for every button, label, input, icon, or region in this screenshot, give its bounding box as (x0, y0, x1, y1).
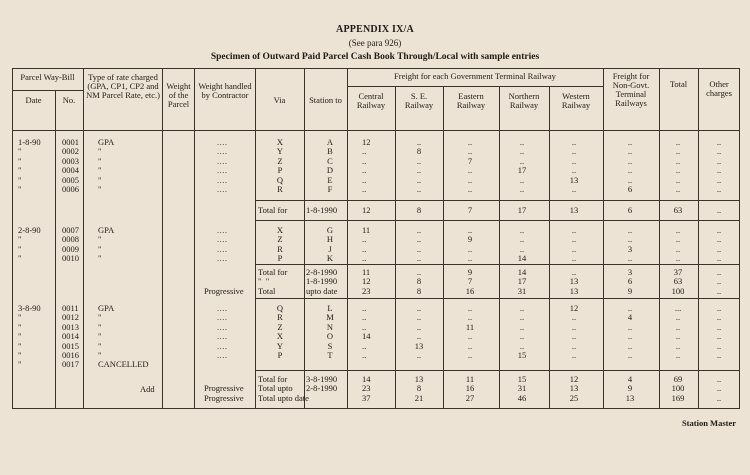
row-divider (347, 86, 603, 87)
g2-total-western: .. 13 13 (569, 267, 579, 296)
col-divider (698, 68, 699, 409)
g1-types: GPA " " " " " (98, 137, 115, 195)
g3-eastern: .. .. 11 .. .. .. (465, 303, 475, 361)
g1-contractor: .... .... .... .... .... .... (217, 137, 228, 195)
col-divider (603, 68, 604, 409)
header-eastern: Eastern Railway (456, 91, 486, 110)
g2-contractor: .... .... .... .... (217, 225, 228, 264)
col-divider (255, 68, 256, 409)
g3-dates: 3-8-90 " " " " " " (18, 303, 41, 370)
g1-nos: 0001 0002 0003 0004 0005 0006 (62, 137, 79, 195)
header-western: Western Railway (561, 91, 591, 110)
g1-total-date: 1-8-1990 (306, 205, 338, 215)
header-no: No. (62, 95, 76, 105)
appendix-subtitle: (See para 926) (348, 38, 402, 48)
g3-nos: 0011 0012 0013 0014 0015 0016 0017 (62, 303, 79, 370)
row-divider (255, 200, 740, 201)
g3-total: ... .. .. .. .. .. (674, 303, 682, 361)
row-divider (255, 298, 740, 299)
g2-total-northern: 14 17 31 (517, 267, 527, 296)
g3-total-se: 13 8 21 (414, 374, 424, 403)
header-type: Type of rate charged (GPA, CP1, CP2 and NM Parcel Rate, etc.) (86, 72, 160, 100)
g1-total-total: 63 (673, 205, 683, 215)
g3-stations: L M N O S T (326, 303, 334, 361)
g3-other: .. .. .. .. .. .. (716, 303, 722, 361)
col-divider (443, 86, 444, 409)
col-divider (659, 68, 660, 409)
g2-total-central: 11 12 23 (362, 267, 371, 296)
g1-total-western: 13 (569, 205, 579, 215)
appendix-heading: Specimen of Outward Paid Parcel Cash Book Through/Local with sample entries (210, 52, 540, 62)
g3-total-nongovt: 4 9 13 (625, 374, 635, 403)
header-date: Date (25, 95, 42, 105)
g3-total-northern: 15 31 46 (517, 374, 527, 403)
g3-central: .. .. .. 14 .. .. (362, 303, 371, 361)
header-se: S. E. Railway (404, 91, 434, 110)
header-via: Via (273, 95, 286, 105)
g2-types: GPA " " " (98, 225, 115, 264)
g3-total-total: 69 100 169 (671, 374, 685, 403)
row-divider (12, 90, 83, 91)
station-master-signature: Station Master (681, 418, 736, 428)
g3-total-dates: 3-8-1990 2-8-1990 (306, 374, 338, 394)
g2-total-labels: Total for " " Total (258, 267, 288, 296)
header-weight-contractor: Weight handled by Contractor (198, 81, 252, 100)
g2-total: .. .. .. .. (675, 225, 681, 264)
table-border-right (739, 68, 740, 409)
g1-total-northern: 17 (517, 205, 527, 215)
g1-other: .. .. .. .. .. .. (716, 137, 722, 195)
g3-total-eastern: 11 16 27 (465, 374, 475, 403)
g2-stations: G H J K (326, 225, 334, 264)
g1-total-nongovt: 6 (627, 205, 633, 215)
g3-se: .. .. .. .. 13 .. (414, 303, 424, 361)
g2-total-nongovt: 3 6 9 (627, 267, 633, 296)
header-bottom-line (12, 130, 740, 131)
appendix-title: APPENDIX IX/A (336, 24, 414, 35)
g1-total-label: Total for (258, 205, 288, 215)
g2-via: X Z R P (276, 225, 284, 264)
g1-nongovt: .. .. .. .. .. 6 (627, 137, 633, 195)
g3-northern: .. .. .. .. .. 15 (517, 303, 527, 361)
g1-total-other: .. (716, 205, 722, 215)
g2-total-dates: 2-8-1990 1-8-1990 upto date (306, 267, 338, 296)
table-border-left (12, 68, 13, 409)
g3-contractor: .... .... .... .... .... .... (217, 303, 228, 361)
header-northern: Northern Railway (508, 91, 540, 110)
add-label: Add (140, 384, 155, 394)
g3-western: 12 .. .. .. .. .. (569, 303, 579, 361)
g1-central: 12 .. .. .. .. .. (362, 137, 371, 195)
col-divider (395, 86, 396, 409)
g1-eastern: .. .. 7 .. .. .. (467, 137, 473, 195)
g1-western: .. .. .. .. 13 .. (569, 137, 579, 195)
g2-total-eastern: 9 7 16 (465, 267, 475, 296)
g1-total-central: 12 (362, 205, 371, 215)
g1-total-se: 8 (416, 205, 422, 215)
g1-total: .. .. .. .. .. .. (675, 137, 681, 195)
g2-northern: .. .. .. 14 (517, 225, 527, 264)
header-station: Station to (309, 95, 342, 105)
g3-progressive-labels: Progressive Progressive (204, 383, 244, 403)
row-divider (255, 220, 740, 221)
g2-dates: 2-8-90 " " " (18, 225, 41, 264)
g2-central: 11 .. .. .. (362, 225, 371, 264)
g1-dates: 1-8-90 " " " " " (18, 137, 41, 195)
g2-western: .. .. .. .. (571, 225, 577, 264)
g3-nongovt: .. 4 .. .. .. .. (627, 303, 633, 361)
g2-other: .. .. .. .. (716, 225, 722, 264)
table-border-bottom (12, 408, 740, 409)
col-divider (162, 68, 163, 409)
col-divider (499, 86, 500, 409)
header-freight-govt: Freight for each Government Terminal Railway (394, 71, 556, 81)
col-divider (83, 68, 84, 409)
header-other: Other charges (706, 79, 732, 98)
g3-types: GPA " " " " " CANCELLED (98, 303, 149, 370)
col-divider (549, 86, 550, 409)
g3-total-western: 12 13 25 (569, 374, 579, 403)
header-waybill: Parcel Way-Bill (20, 72, 75, 82)
g2-progressive-label: Progressive (204, 286, 244, 296)
g3-total-central: 14 23 37 (362, 374, 371, 403)
g2-eastern: .. 9 .. .. (467, 225, 473, 264)
row-divider (255, 370, 740, 371)
g1-se: .. 8 .. .. .. .. (416, 137, 422, 195)
g3-total-other: .. .. .. (716, 374, 722, 403)
g2-total-se: .. 8 8 (416, 267, 422, 296)
col-divider (194, 68, 195, 409)
header-total: Total (669, 79, 688, 89)
g2-nongovt: .. .. 3 .. (627, 225, 633, 264)
col-divider (347, 68, 348, 409)
cash-book-table (12, 68, 740, 409)
g3-total-labels: Total for Total upto Total upto date (258, 374, 309, 403)
g2-se: .. .. .. .. (416, 225, 422, 264)
g2-total-other: .. .. .. (716, 267, 722, 296)
header-freight-non-govt: Freight for Non-Govt. Terminal Railways (612, 71, 650, 108)
col-divider (55, 90, 56, 409)
table-border-top (12, 68, 740, 69)
g2-nos: 0007 0008 0009 0010 (62, 225, 79, 264)
g3-via: Q R Z X Y P (276, 303, 284, 361)
header-weight-parcel: Weight of the Parcel (166, 81, 191, 109)
col-divider (304, 68, 305, 409)
g2-total-total: 37 63 100 (671, 267, 685, 296)
header-central: Central Railway (356, 91, 386, 110)
row-divider (255, 264, 740, 265)
g1-via: X Y Z P Q R (276, 137, 284, 195)
g1-northern: .. .. .. 17 .. .. (517, 137, 527, 195)
g1-stations: A B C D E F (326, 137, 334, 195)
g1-total-eastern: 7 (467, 205, 473, 215)
